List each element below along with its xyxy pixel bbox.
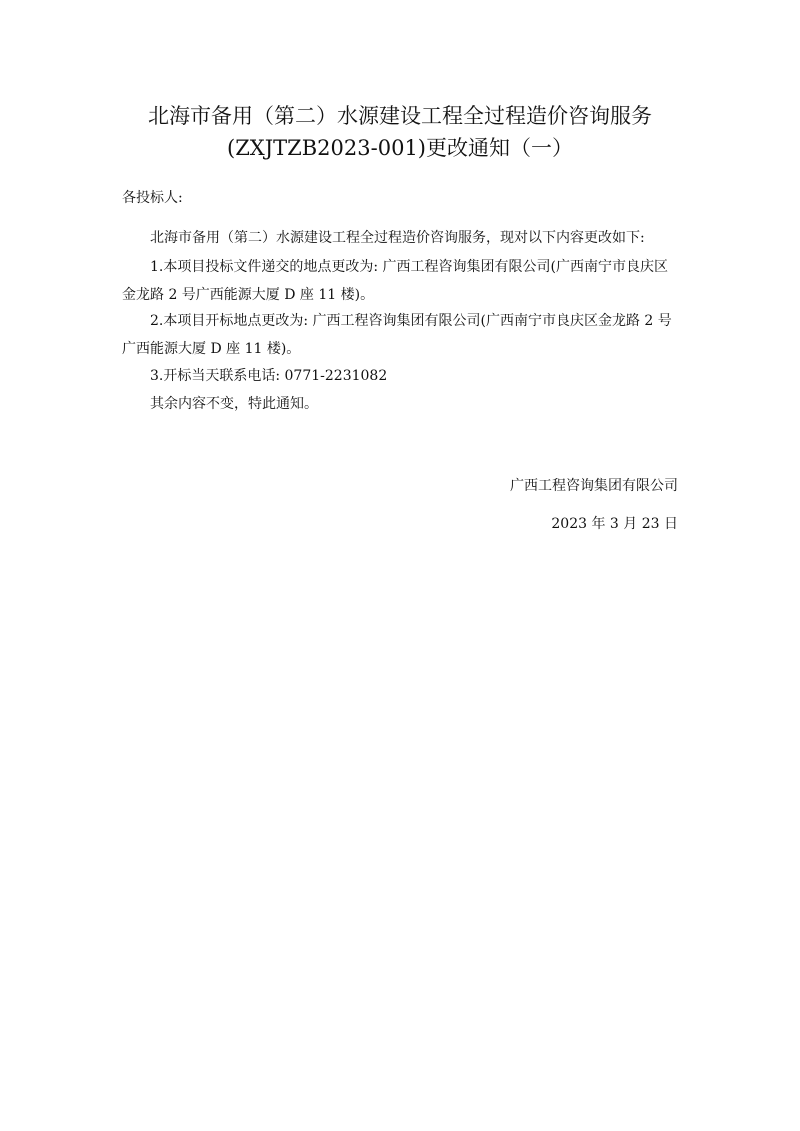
document-title-line1: 北海市备用（第二）水源建设工程全过程造价咨询服务 <box>148 104 652 128</box>
closing-paragraph <box>122 390 682 418</box>
notice-item-2 <box>122 307 682 363</box>
notice-item-3-text: 3.开标当天联系电话: 0771-2231082 <box>150 368 388 384</box>
document-title-line2: (ZXJTZB2023-001)更改通知（一） <box>227 136 573 160</box>
notice-item-1 <box>122 253 682 309</box>
signature-company: 广西工程咨询集团有限公司 <box>510 478 678 494</box>
notice-item-2-line2: 广西能源大厦 D 座 11 楼)。 <box>122 341 301 357</box>
intro-text: 北海市备用（第二）水源建设工程全过程造价咨询服务，现对以下内容更改如下: <box>150 230 645 246</box>
signature-date: 2023 年 3 月 23 日 <box>551 516 678 532</box>
salutation: 各投标人: <box>122 190 183 206</box>
notice-item-3 <box>122 362 682 390</box>
notice-item-1-line1: 1.本项目投标文件递交的地点更改为: 广西工程咨询集团有限公司(广西南宁市良庆区 <box>150 259 668 275</box>
notice-item-2-line1: 2.本项目开标地点更改为: 广西工程咨询集团有限公司(广西南宁市良庆区金龙路 2 号 <box>150 313 672 329</box>
closing-text: 其余内容不变，特此通知。 <box>150 396 318 412</box>
notice-item-1-line2: 金龙路 2 号广西能源大厦 D 座 11 楼)。 <box>122 287 375 303</box>
intro-paragraph <box>122 224 682 252</box>
